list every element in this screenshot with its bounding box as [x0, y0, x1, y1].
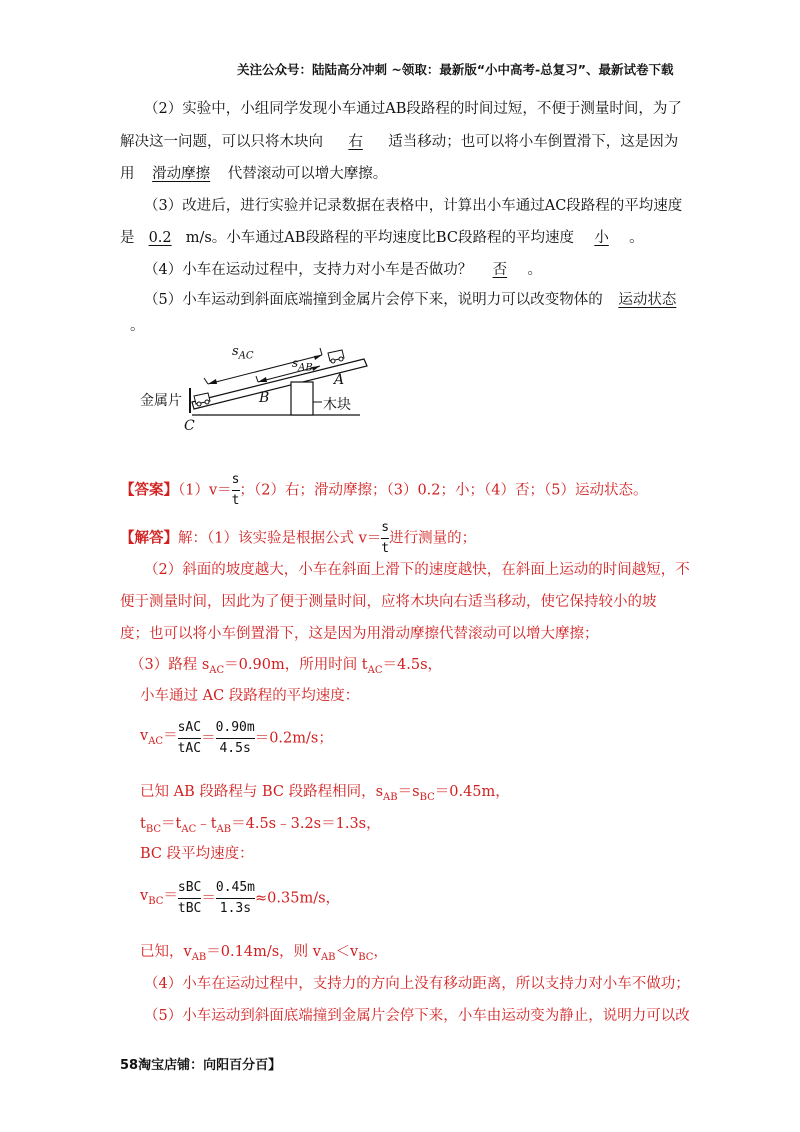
q2-text-d: 代替滚动可以增大摩擦。 [227, 166, 388, 182]
car-top [328, 350, 344, 363]
q3-text-c: 。 [629, 230, 644, 246]
solution-line3: 便于测量时间，因此为了便于测量时间，应将木块向右适当移动，使它保持较小的坡 [120, 594, 657, 610]
solution-line10: BC 段平均速度： [140, 846, 254, 862]
q3-text-b: m/s。小车通过AB段路程的平均速度比BC段路程的平均速度 [185, 230, 574, 246]
label-b: B [259, 390, 270, 406]
solution-line2: （2）斜面的坡度越大，小车在斜面上滑下的速度越快，在斜面上运动的时间越短，不 [144, 562, 690, 578]
answer-tag: 【答案】 [120, 481, 178, 499]
q2-line3 [120, 164, 387, 184]
solution-line1 [120, 518, 476, 559]
q4-answer: 否 [492, 262, 508, 278]
q3-line2 [120, 228, 644, 248]
solution-line4: 度；也可以将小车倒置滑下，这是因为用滑动摩擦代替滚动可以增大摩擦； [120, 626, 599, 642]
q2-text-a: 解决这一问题，可以只将木块向 [120, 134, 323, 150]
car-bottom [194, 393, 210, 406]
solution-l1a: 解：（1）该实验是根据公式 v＝ [178, 530, 382, 547]
q4-line [144, 260, 542, 280]
solution-tag: 【解答】 [120, 529, 178, 547]
q4-text-b: 。 [527, 262, 542, 278]
solution-line8: 已知 AB 段路程与 BC 段路程相同，$s_{AB}=s_{BC}=0.45m$， [140, 784, 510, 803]
q2-line1: （2）实验中，小组同学发现小车通过AB段路程的时间过短，不便于测量时间，为了 [144, 101, 682, 117]
page-footer: 58淘宝店铺：向阳百分百】 [120, 1058, 282, 1073]
vac-fraction1: $\frac{\text{sAC}}{\text{tAC}}$ [178, 718, 201, 759]
solution-line5: （3）路程 $s_{AC}=0.90m$，所用时间 $t_{AC}=4.5s$， [130, 657, 443, 676]
q2-text-b: 适当移动；也可以将小车倒置滑下，这是因为 [388, 134, 679, 150]
q3-line1: （3）改进后，进行实验并记录数据在表格中，计算出小车通过AC段路程的平均速度 [144, 198, 683, 214]
q5-end: 。 [130, 318, 145, 334]
vbc-fraction2: $\frac{0.45m}{1.3s}$ [216, 878, 255, 919]
answer-formula: $\frac{s}{t}$ [232, 470, 240, 511]
q3-answer-smaller: 小 [594, 230, 609, 246]
page-header: 关注公众号：陆陆高分冲刺 ~领取：最新版“小中高考-总复习”、最新试卷下载 [237, 62, 674, 77]
label-sac: $s_{AC}$ [232, 344, 254, 362]
solution-line9: $t_{BC}=t_{AC}﹣t_{AB}=4.5s﹣3.2s=1.3s$， [140, 816, 381, 835]
label-wood-block: 木块 [323, 397, 351, 413]
q5-answer: 运动状态 [618, 292, 677, 308]
q5-text-a: （5）小车运动到斜面底端撞到金属片会停下来，说明力可以改变物体的 [144, 292, 603, 308]
solution-line13: （4）小车在运动过程中，支持力的方向上没有移动距离，所以支持力对小车不做功； [144, 976, 690, 992]
vac-fraction2: $\frac{0.90m}{4.5s}$ [216, 718, 255, 759]
label-metal-plate: 金属片 [140, 393, 182, 409]
solution-line6: 小车通过 AC 段路程的平均速度： [140, 688, 360, 704]
q2-answer-right: 右 [348, 134, 363, 150]
answer-line [120, 470, 647, 511]
answer-part2: ；（2）右；滑动摩擦；（3）0.2；小；（4）否；（5）运动状态。 [239, 482, 648, 499]
answer-part1: （1）v＝ [178, 482, 232, 499]
wood-block [291, 382, 313, 415]
vbc-equation: $v_{BC}=$ $\frac{\text{sBC}}{\text{tBC}}$ ＝ $\frac{0.45m}{1.3s}$ ≈0.35m/s， [140, 878, 340, 919]
label-a: A [334, 372, 345, 388]
label-sab: $s_{AB}$ [292, 356, 313, 374]
solution-l1b: 进行测量的； [389, 530, 477, 547]
q3-text-a: 是 [120, 230, 135, 246]
q2-line2 [120, 132, 678, 152]
solution-formula: $\frac{s}{t}$ [381, 518, 389, 559]
q5-line [144, 290, 687, 310]
q2-answer-friction: 滑动摩擦 [152, 166, 211, 182]
solution-line12: 已知，$v_{AB}=0.14m/s$，则 $v_{AB}<v_{BC}$， [140, 944, 388, 963]
q2-text-c: 用 [120, 166, 135, 182]
vbc-fraction1: $\frac{\text{sBC}}{\text{tBC}}$ [178, 878, 201, 919]
q3-answer-speed: 0.2 [148, 230, 172, 246]
solution-line14: （5）小车运动到斜面底端撞到金属片会停下来，小车由运动变为静止，说明力可以改 [144, 1008, 690, 1024]
label-c: C [184, 418, 195, 434]
q4-text-a: （4）小车在运动过程中，支持力对小车是否做功？ [144, 262, 473, 278]
vac-equation: $v_{AC}=$ $\frac{\text{sAC}}{\text{tAC}}$ ＝ $\frac{0.90m}{4.5s}$ ＝0.2m/s； [140, 718, 333, 759]
